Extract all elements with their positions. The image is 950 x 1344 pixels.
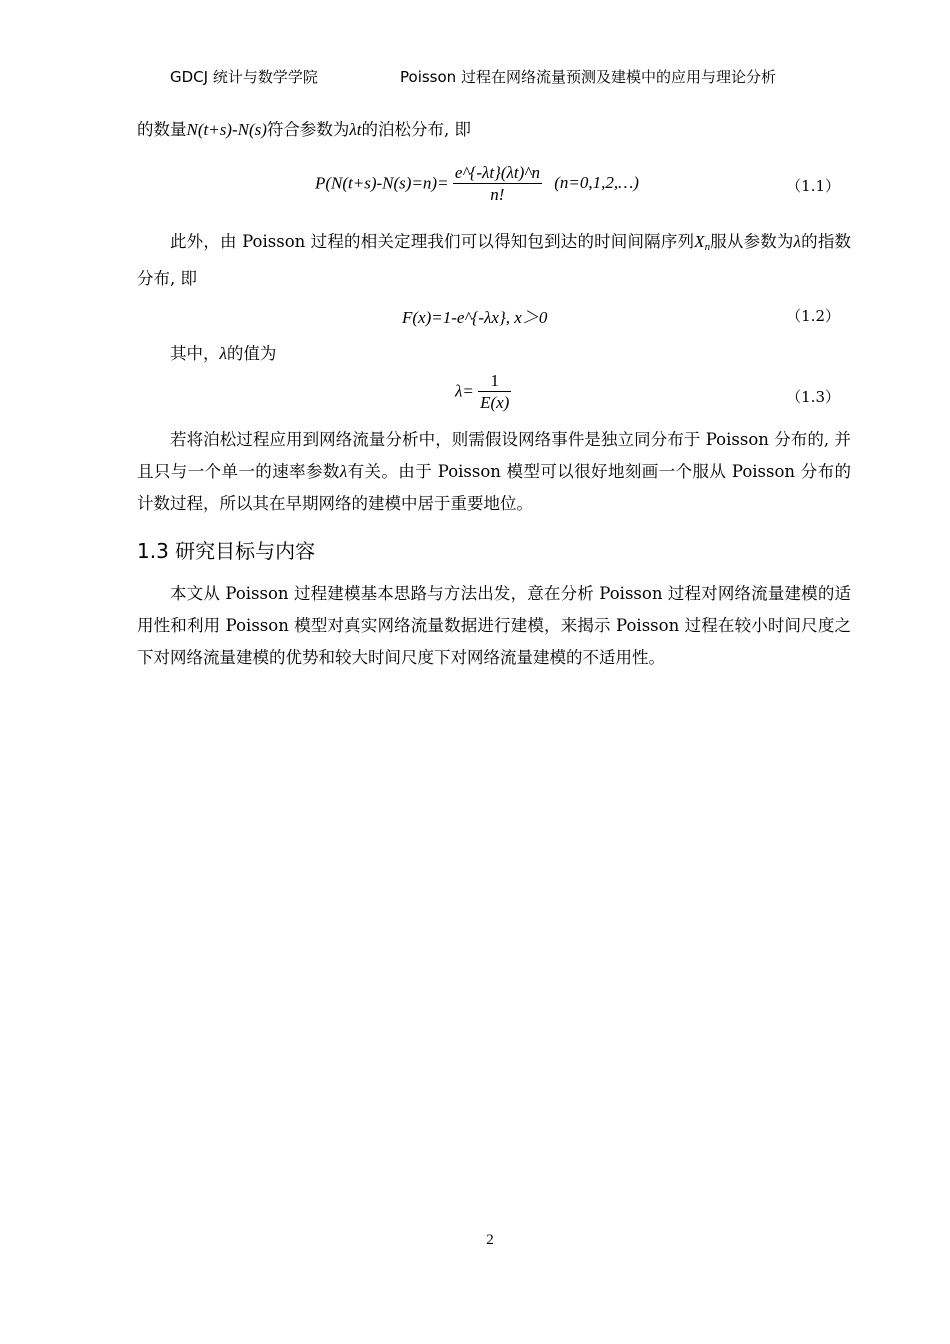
paragraph-interarrival [137,226,851,295]
sequence-variable: X [694,232,705,251]
p2-text-c: 的指数分布, 即 [137,232,852,288]
eq3-lhs: λ= [455,381,474,401]
eq3-numerator: 1 [478,371,511,392]
eq1-condition: (n=0,1,2,…) [554,173,639,193]
paragraph-research-goals: 本文从 Poisson 过程建模基本思路与方法出发，意在分析 Poisson 过程对网络流量建模的适用性和利用 Poisson 模型对真实网络流量数据进行建模，来揭示 Poisson 过程在较小时间尺度之下对网络流量建模的优势和较大时间尺度下对网络流量建模的不适用性。 [137,584,851,667]
rate-parameter: λ [339,462,348,481]
header-rule [136,100,852,101]
paragraph-poisson-count [137,114,851,146]
eq1-fraction [453,163,542,206]
paragraph-network-application [137,424,851,520]
equation-number-1-3: （1.3） [786,388,840,406]
eq3-fraction [478,371,511,414]
rate-parameter: λt [349,120,362,139]
running-header-right: Poisson 过程在网络流量预测及建模中的应用与理论分析 [400,68,776,86]
p2-text-b: 服从参数为 [710,232,794,251]
eq1-numerator: e^{-λt}(λt)^n [454,163,540,182]
equation-number-1-1: （1.1） [786,177,840,195]
p4-text-b: 有关。由于 Poisson 模型可以很好地刻画一个服从 Poisson 分布的计数过程，所以其在早期网络的建模中居于重要地位。 [137,462,852,513]
equation-1-3 [455,371,511,414]
running-header-left: GDCJ 统计与数学学院 [170,68,318,86]
paragraph-lambda-value [137,338,851,370]
equation-number-1-2: （1.2） [786,307,840,325]
p2-text-a: 此外，由 Poisson 过程的相关定理我们可以得知包到达的时间间隔序列 [170,232,695,251]
p3-text-b: 的值为 [226,344,277,363]
equation-1-1 [315,163,639,206]
p1-text-b: 符合参数为 [266,120,350,139]
p1-text-c: 的泊松分布, 即 [361,120,472,139]
section-heading-1-3: 1.3 研究目标与内容 [137,539,316,563]
eq1-lhs: P(N(t+s)-N(s)=n)= [315,173,449,193]
rate-parameter: λ [793,232,801,251]
p1-text-a: 的数量 [137,120,187,139]
equation-1-2: F(x)=1-e^{-λx}, x＞0 [402,308,548,327]
eq1-denominator: n! [490,185,505,204]
eq3-denominator: E(x) [480,393,510,412]
rate-parameter: λ [219,344,227,363]
page-number: 2 [486,1232,494,1248]
sequence-subscript: n [704,241,711,253]
p4-text-a: 若将泊松过程应用到网络流量分析中，则需假设网络事件是独立同分布于 Poisson 分布的, 并且只与一个单一的速率参数 [137,430,851,481]
p3-text-a: 其中， [170,344,220,363]
increment-expression: N(t+s)-N(s) [186,120,267,139]
